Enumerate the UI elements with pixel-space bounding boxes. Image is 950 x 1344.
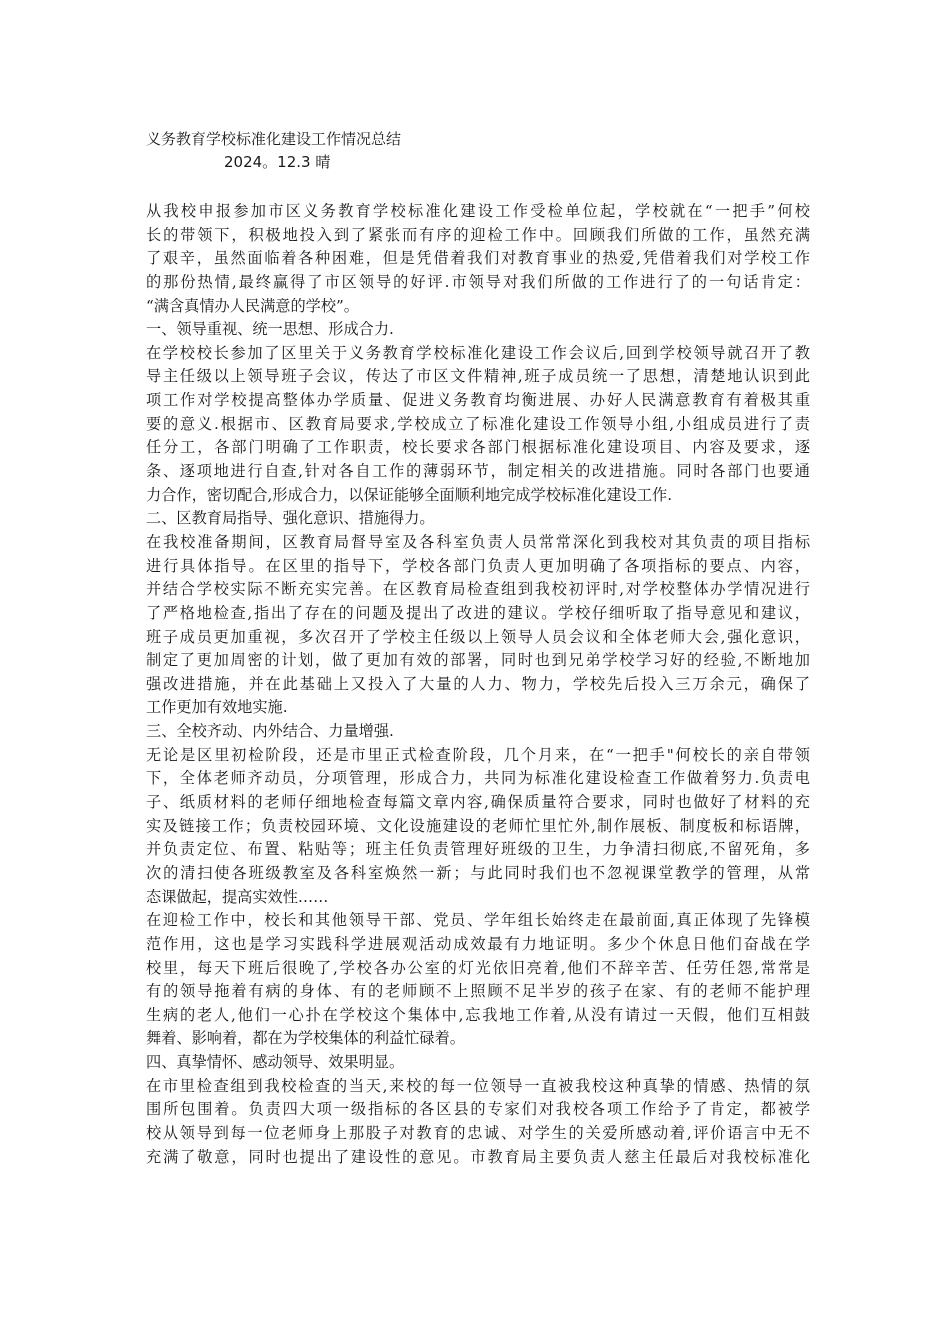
body-line: 项工作对学校提高整体办学质量、促进义务教育均衡进展、办好人民满意教育有着极其重 (146, 391, 810, 410)
body-line: 次的清扫使各班级教室及各科室焕然一新；与此同时我们也不忽视课堂教学的管理，从常 (146, 863, 810, 882)
body-line: 子、纸质材料的老师仔细地检查每篇文章内容,确保质量符合要求，同时也做好了材料的充 (146, 793, 810, 812)
body-line: 在我校准备期间，区教育局督导室及各科室负责人员常常深化到我校对其负责的项目指标 (146, 532, 810, 551)
body-line: 三、全校齐动、内外结合、力量增强. (146, 722, 394, 741)
body-line: 条、逐项地进行自查,针对各自工作的薄弱环节，制定相关的改进措施。同时各部门也要通 (146, 462, 810, 481)
body-line: 力合作，密切配合,形成合力，以保证能够全面顺利地完成学校标准化建设工作. (146, 485, 673, 504)
body-line: 校里，每天下班后很晚了,学校各办公室的灯光依旧亮着,他们不辞辛苦、任劳任怨,常常是 (146, 958, 810, 977)
body-line: 要的意义.根据市、区教育局要求,学校成立了标准化建设工作领导小组,小组成员进行了责 (146, 414, 810, 433)
body-line: 并负责定位、布置、粘贴等；班主任负责管理好班级的卫生，力争清扫彻底,不留死角，多 (146, 840, 810, 859)
body-line: 进行具体指导。在区里的指导下，学校各部门负责人更加明确了各项指标的要点、内容， (146, 556, 810, 575)
body-line: 实及链接工作；负责校园环境、文化设施建设的老师忙里忙外,制作展板、制度板和标语牌， (146, 816, 810, 835)
body-line: 生病的老人,他们一心扑在学校这个集体中,忘我地工作着,从没有请过一天假，他们互相鼓 (146, 1005, 810, 1024)
body-line: 范作用，这也是学习实践科学进展观活动成效最有力地证明。多少个休息日他们奋战在学 (146, 934, 810, 953)
body-line: 充满了敬意，同时也提出了建设性的意见。市教育局主要负责人慈主任最后对我校标准化 (146, 1147, 810, 1166)
body-line: 在迎检工作中，校长和其他领导干部、党员、学年组长始终走在最前面,真正体现了先锋模 (146, 911, 810, 930)
body-line: 的那份热情,最终赢得了市区领导的好评.市领导对我们所做的工作进行了的一句话肯定： (146, 272, 810, 291)
body-line: 班子成员更加重视，多次召开了学校主任级以上领导人员会议和全体老师大会,强化意识， (146, 627, 810, 646)
body-line: 制定了更加周密的计划，做了更加有效的部署，同时也到兄弟学校学习好的经验,不断地加 (146, 651, 810, 670)
body-line: 围所包围着。负责四大项一级指标的各区县的专家们对我校各项工作给予了肯定，都被学 (146, 1100, 810, 1119)
body-line: 了严格地检查,指出了存在的问题及提出了改进的建议。学校仔细听取了指导意见和建议， (146, 603, 810, 622)
body-line: 在市里检查组到我校检查的当天,来校的每一位领导一直被我校这种真挚的情感、热情的氛 (146, 1076, 810, 1095)
body-line: 有的领导拖着有病的身体、有的老师顾不上照顾不足半岁的孩子在家、有的老师不能护理 (146, 982, 810, 1001)
body-line: 强改进措施，并在此基础上又投入了大量的人力、物力，学校先后投入三万余元，确保了 (146, 674, 810, 693)
body-line: “满含真情办人民满意的学校”。 (146, 296, 359, 315)
body-line: 工作更加有效地实施. (146, 698, 288, 717)
body-line: 了艰辛，虽然面临着各种困难，但是凭借着我们对教育事业的热爱,凭借着我们对学校工作 (146, 249, 810, 268)
body-line: 下，全体老师齐动员，分项管理，形成合力，共同为标准化建设检查工作做着努力.负责电 (146, 769, 810, 788)
body-line: 一、领导重视、统一思想、形成合力. (146, 320, 394, 339)
body-line: 四、真挚情怀、感动领导、效果明显。 (146, 1053, 405, 1072)
body-line: 从我校申报参加市区义务教育学校标准化建设工作受检单位起，学校就在“一把手”何校 (146, 202, 810, 220)
body-line: 校从领导到每一位老师身上那股子对教育的忠诚、对学生的关爱所感动着,评价语言中无不 (146, 1123, 810, 1142)
body-line: 态课做起，提高实效性…… (146, 887, 329, 906)
document-body (146, 200, 810, 1169)
body-line: 无论是区里初检阶段，还是市里正式检查阶段，几个月来，在“一把手"何校长的亲自带领 (146, 745, 810, 764)
document-title: 义务教育学校标准化建设工作情况总结 (146, 130, 402, 148)
body-line: 舞着、影响着，都在为学校集体的利益忙碌着。 (146, 1029, 465, 1048)
body-line: 任分工，各部门明确了工作职责，校长要求各部门根据标准化建设项目、内容及要求，逐 (146, 438, 810, 457)
body-line: 并结合学校实际不断充实完善。在区教育局检查组到我校初评时,对学校整体办学情况进行 (146, 580, 810, 599)
body-line: 二、区教育局指导、强化意识、措施得力。 (146, 509, 435, 528)
document-date: 2024。12.3 晴 (224, 153, 331, 171)
body-line: 导主任级以上领导班子会议，传达了市区文件精神,班子成员统一了思想，清楚地认识到此 (146, 367, 810, 386)
body-line: 长的带领下，积极地投入到了紧张而有序的迎检工作中。回顾我们所做的工作，虽然充满 (146, 225, 810, 244)
body-line: 在学校校长参加了区里关于义务教育学校标准化建设工作会议后,回到学校领导就召开了教 (146, 343, 810, 362)
